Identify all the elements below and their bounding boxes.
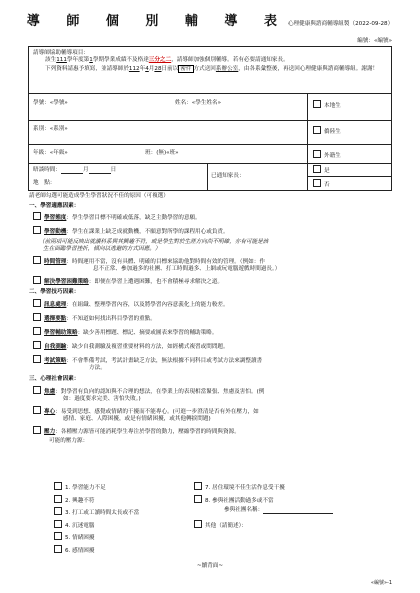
stress-source-option[interactable]: 4. 沉迷電腦 — [54, 520, 194, 533]
checkbox-icon — [33, 426, 41, 434]
notice-block — [33, 50, 389, 73]
other-option[interactable]: 其他（請簡述）： — [194, 520, 394, 533]
stress-source-option[interactable]: 7. 居住環境不佳生活作息受干擾 — [194, 482, 394, 495]
document-title: 導 師 個 別 輔 導 表 — [26, 14, 288, 29]
checkbox-icon — [33, 327, 41, 335]
checkbox-icon — [194, 482, 202, 490]
place-field[interactable]: 地 點： — [33, 180, 56, 186]
time-management-option[interactable]: 時間管理：時間運用不當，沒有具體、明確的目標來協助他對時間有效的管理。（例如：作 息不正常、參加過多的社團、打工時間過多、上網或玩電腦遊戲時間過長。） — [33, 256, 391, 273]
checkbox-icon — [54, 545, 62, 553]
problem-solving-option[interactable]: 解決學習困難策略：即便在學習上遭遇困難，也不會積極尋求解決之道。 — [33, 276, 391, 286]
section2-title: 二、學習技巧因素： — [29, 288, 80, 295]
grade-field[interactable]: 年級：«年級» — [33, 150, 68, 156]
stress-sources-intro: 可能的壓力源： — [49, 437, 89, 444]
checkbox-icon — [33, 355, 41, 363]
stress-source-option[interactable]: 6. 感情困擾 — [54, 545, 194, 558]
checkbox-icon — [54, 520, 62, 528]
document-header — [0, 14, 420, 30]
checkbox-icon — [33, 386, 41, 394]
self-testing-option[interactable]: 自我測驗：缺少自我測驗及複習重要材料的方法，如經構式複習或問問題。 — [33, 341, 391, 351]
notice-line2: 該生111學年度第1學期學業成績不及格達三分之二，請導師加強個別輔導。若有必要請通知家長。 — [45, 56, 289, 63]
checkbox-icon — [313, 179, 321, 187]
learning-motivation-option[interactable]: 學習動機：學生在課業上缺乏成就動機，不願意對所學的課程用心或負責。 — [33, 226, 391, 236]
checkbox-icon — [33, 406, 41, 414]
section1-title: 一、學習適應因素： — [29, 202, 80, 209]
stress-source-option[interactable]: 5. 情緒困擾 — [54, 532, 194, 545]
checkbox-icon — [54, 495, 62, 503]
foreign-student-option[interactable]: 外籍生 — [313, 150, 341, 160]
anxiety-option[interactable]: 焦慮：對學習有負向的認知與不合理的想法，在學業上的表現相當緊張、焦慮及害怕。(例 如：過度要求完美、害怕失敗。) — [33, 386, 391, 403]
section1-note: （前兩項可能反映出就讀科系與其興趣不符，或是學生對於生涯方向尚不明確，亦有可能是該 生在面臨學習挫折，傾向以逃避的方式因應。） — [39, 238, 269, 252]
stress-source-option[interactable]: 1. 學習能力不足 — [54, 482, 194, 495]
checkbox-icon — [54, 507, 62, 515]
notice-line3: 下列資料請惠予填寫，並請導師於112年4月28日前以 密件 方式送回系辦公室，由各系彙整後，再送回心理健康與諮商輔導組。謝謝！ — [45, 65, 379, 72]
checkbox-icon — [313, 100, 321, 108]
serial-number: 編號：«編號» — [357, 38, 392, 44]
overseas-student-option[interactable]: 僑陸生 — [313, 126, 341, 136]
club-name-field[interactable]: 參與社團名稱： — [194, 507, 394, 520]
stress-option[interactable]: 壓力：各種壓力源皆可能消耗學生專注於學習的動力，壓縮學習的時間與資源。 — [33, 426, 391, 436]
document-subtitle: 心理健康與諮商輔導組製（2022-09-28） — [287, 21, 394, 27]
checkbox-icon — [194, 520, 202, 528]
department-field[interactable]: 系別：«系別» — [33, 126, 68, 132]
parent-notified-label: 已通知家長： — [211, 173, 245, 179]
parent-notified-yes[interactable]: 是 — [313, 165, 330, 175]
checkbox-icon — [33, 341, 41, 349]
checkbox-icon — [54, 532, 62, 540]
local-student-option[interactable]: 本地生 — [313, 100, 341, 110]
checkbox-icon — [54, 482, 62, 490]
stress-source-option[interactable]: 3. 打工或工讀時間太長或不當 — [54, 507, 194, 520]
student-id-field[interactable]: 學號：«學號» — [33, 100, 68, 106]
info-processing-option[interactable]: 訊息處理：在組織、整理學習內容，以及將學習內容意義化上的能力較差。 — [33, 299, 391, 309]
page-code: «編號»-1 — [370, 580, 392, 586]
stress-source-option[interactable]: 8. 參與社團活動過多或不當 — [194, 495, 394, 508]
reasons-section — [29, 193, 391, 445]
check-intro: 請老師勾選可能造成學生學習狀況不佳的原因（可複選） — [29, 193, 169, 199]
exam-strategy-option[interactable]: 考試策略：不會準備考試，考試計畫缺乏方法，無法根據不同科目或考試方法來調整讀書 方法。 — [33, 355, 391, 372]
checkbox-icon — [313, 150, 321, 158]
checkbox-icon — [194, 495, 202, 503]
parent-notified-no[interactable]: 否 — [313, 179, 330, 189]
interview-time-field[interactable]: 晤談時間： 月 日 — [33, 167, 117, 173]
stress-source-option[interactable]: 2. 興趣不符 — [54, 495, 194, 508]
section3-title: 三、心理社會因素： — [29, 375, 80, 382]
checkbox-icon — [313, 126, 321, 134]
stress-sources-left — [54, 482, 194, 557]
notice-line1: 請導師協助輔導項目： — [33, 50, 89, 56]
continue-note: ~續背面~ — [196, 563, 224, 569]
checkbox-icon — [33, 212, 41, 220]
checkbox-icon — [313, 165, 321, 173]
checkbox-icon — [33, 299, 41, 307]
info-table — [28, 46, 392, 191]
class-field[interactable]: 班：(無)«班» — [145, 150, 179, 156]
student-name-field[interactable]: 姓名：«學生姓名» — [175, 100, 222, 106]
checkbox-icon — [33, 226, 41, 234]
study-aids-option[interactable]: 學習輔助策略：缺少善用標題、標記、摘要或圖表來學習的輔助策略。 — [33, 327, 391, 337]
learning-attitude-option[interactable]: 學習態度：學生學習目標不明確或低落，缺乏主動學習的意願。 — [33, 212, 391, 222]
checkbox-icon — [33, 256, 41, 264]
focus-option[interactable]: 專心：易受到思想、感覺或情緒的干擾而不能專心。(可進一步澄清是否有外在壓力，如 感情、家庭、人際困擾，或是有情緒困擾，或其他轉捩問題) — [33, 406, 391, 423]
stress-sources-right — [194, 482, 394, 532]
key-points-option[interactable]: 選擇要點：不知道如何找出科目學習的重點。 — [33, 313, 391, 323]
checkbox-icon — [33, 313, 41, 321]
checkbox-icon — [33, 276, 41, 284]
